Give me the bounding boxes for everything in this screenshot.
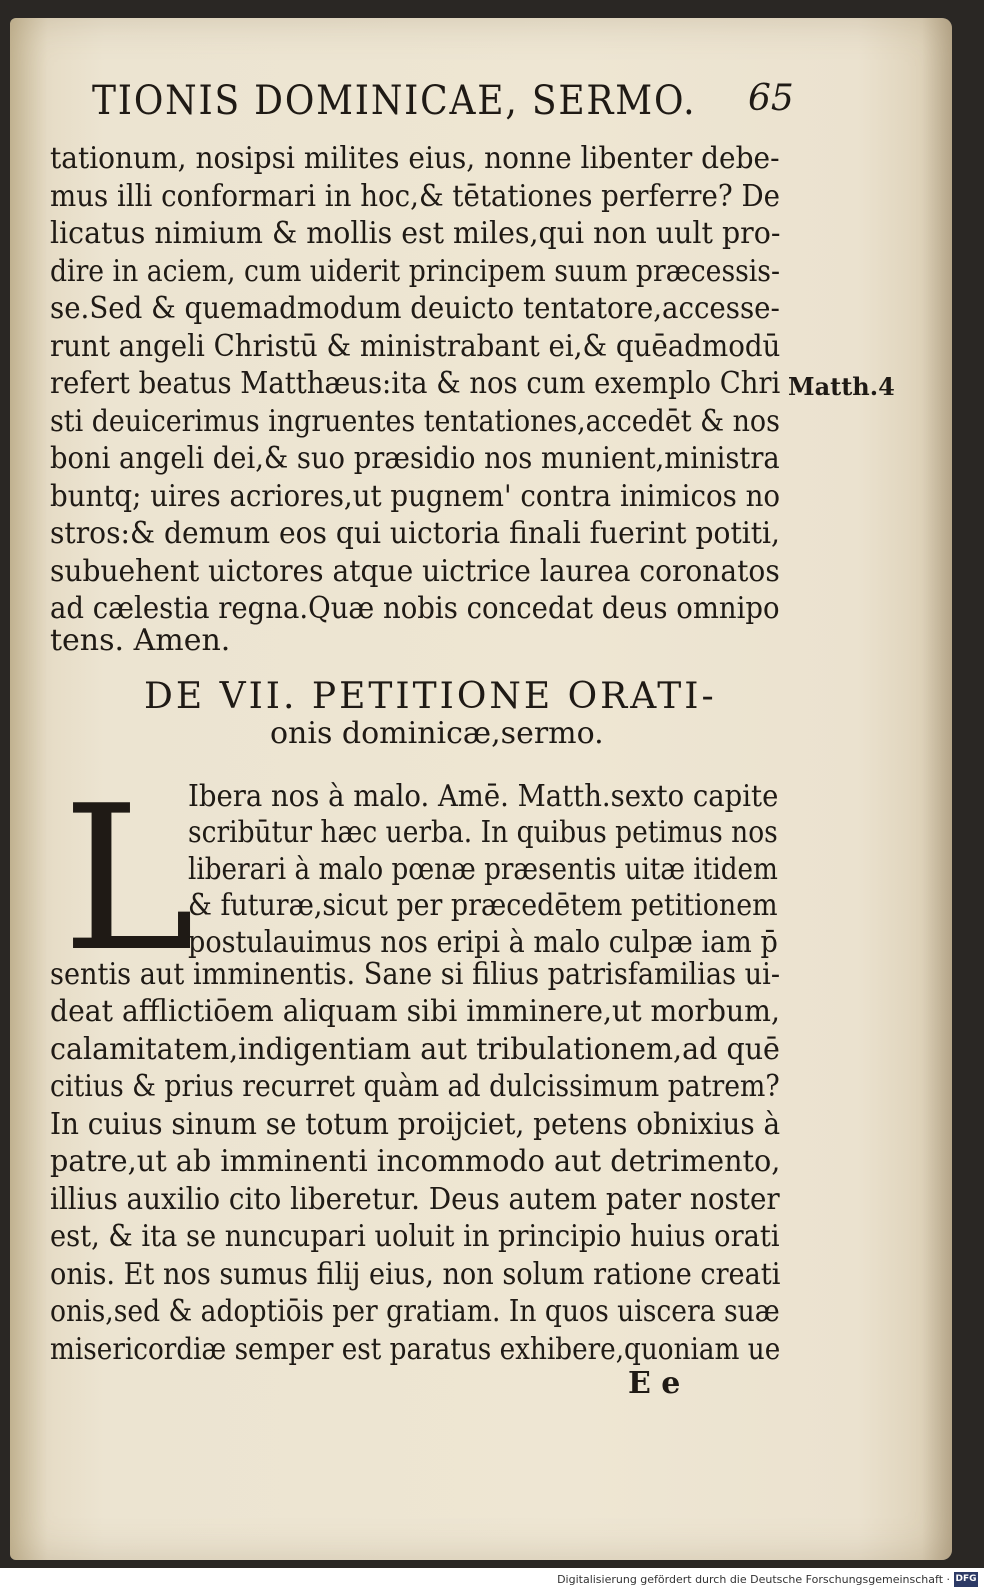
text-line: ad cælestia regna.Quæ nobis concedat deus omnipo [50,591,780,626]
text-line: citius & prius recurret quàm ad dulcissimum patrem? [50,1069,780,1104]
text-line: illius auxilio cito liberetur. Deus autem pater noster [50,1182,780,1217]
text-line: deat afflictiōem aliquam sibi imminere,ut morbum, [50,994,780,1029]
text-line: Ibera nos à malo. Amē. Matth.sexto capite [188,779,779,814]
text-line: licatus nimium & mollis est miles,qui non uult pro- [50,216,781,251]
text-line: dire in aciem, cum uiderit principem suum præcessis- [50,254,780,289]
folio-number: 65 [748,78,794,119]
text-line: postulauimus nos eripi à malo culpæ iam p̄ [188,925,778,960]
decorated-initial: L [62,763,195,996]
signature-mark: E e [628,1366,681,1401]
text-line: In cuius sinum se totum proijciet, petens obnixius à [50,1107,781,1142]
text-line: buntq; uires acriores,ut pugnem' contra inimicos no [50,479,781,514]
text-line: misericordiæ semper est paratus exhibere,quoniam ue [50,1332,781,1367]
text-line: est, & ita se nuncupari uoluit in principio huius orati [50,1219,780,1254]
page-edge-shadow [922,18,952,1560]
text-line: & futuræ,sicut per præcedētem petitionem [188,888,778,923]
text-line: onis,sed & adoptiōis per gratiam. In quos uiscera suæ [50,1294,780,1329]
text-line: onis. Et nos sumus filij eius, non solum ratione creati [50,1257,781,1292]
text-line: stros:& demum eos qui uictoria finali fuerint potiti, [50,516,780,551]
section-heading: DE VII. PETITIONE ORATI- [144,676,717,717]
text-line: scribūtur hæc uerba. In quibus petimus nos [188,815,778,850]
text-line: liberari à malo pœnæ præsentis uitæ itidem [188,852,778,887]
section-subheading: onis dominicæ,sermo. [270,716,604,751]
text-line: sti deuicerimus ingruentes tentationes,accedēt & nos [50,404,780,439]
text-line: sentis aut imminentis. Sane si filius patrisfamilias ui- [50,957,781,992]
text-line: se.Sed & quemadmodum deuicto tentatore,accesse- [50,291,780,326]
text-line: tens. Amen. [50,623,231,658]
footer-credit: Digitalisierung gefördert durch die Deutsche Forschungsgemeinschaft · [557,1573,950,1586]
text-line: subuehent uictores atque uictrice laurea coronatos [50,554,780,589]
marginal-note: Matth.4 [788,372,895,401]
text-line: boni angeli dei,& suo præsidio nos munient,ministra [50,441,780,476]
text-line: refert beatus Matthæus:ita & nos cum exemplo Chri [50,366,781,401]
text-line: tationum, nosipsi milites eius, nonne libenter debe- [50,141,780,176]
text-line: patre,ut ab imminenti incommodo aut detrimento, [50,1144,781,1179]
dfg-logo: DFG [954,1572,978,1587]
text-line: calamitatem,indigentiam aut tribulationem,ad quē [50,1032,780,1067]
text-line: mus illi conformari in hoc,& tētationes perferre? De [50,179,781,214]
text-line: runt angeli Christū & ministrabant ei,& quēadmodū [50,329,781,364]
footer-bar [0,1568,1000,1593]
running-head: TIONIS DOMINICAE, SERMO. [92,78,697,124]
